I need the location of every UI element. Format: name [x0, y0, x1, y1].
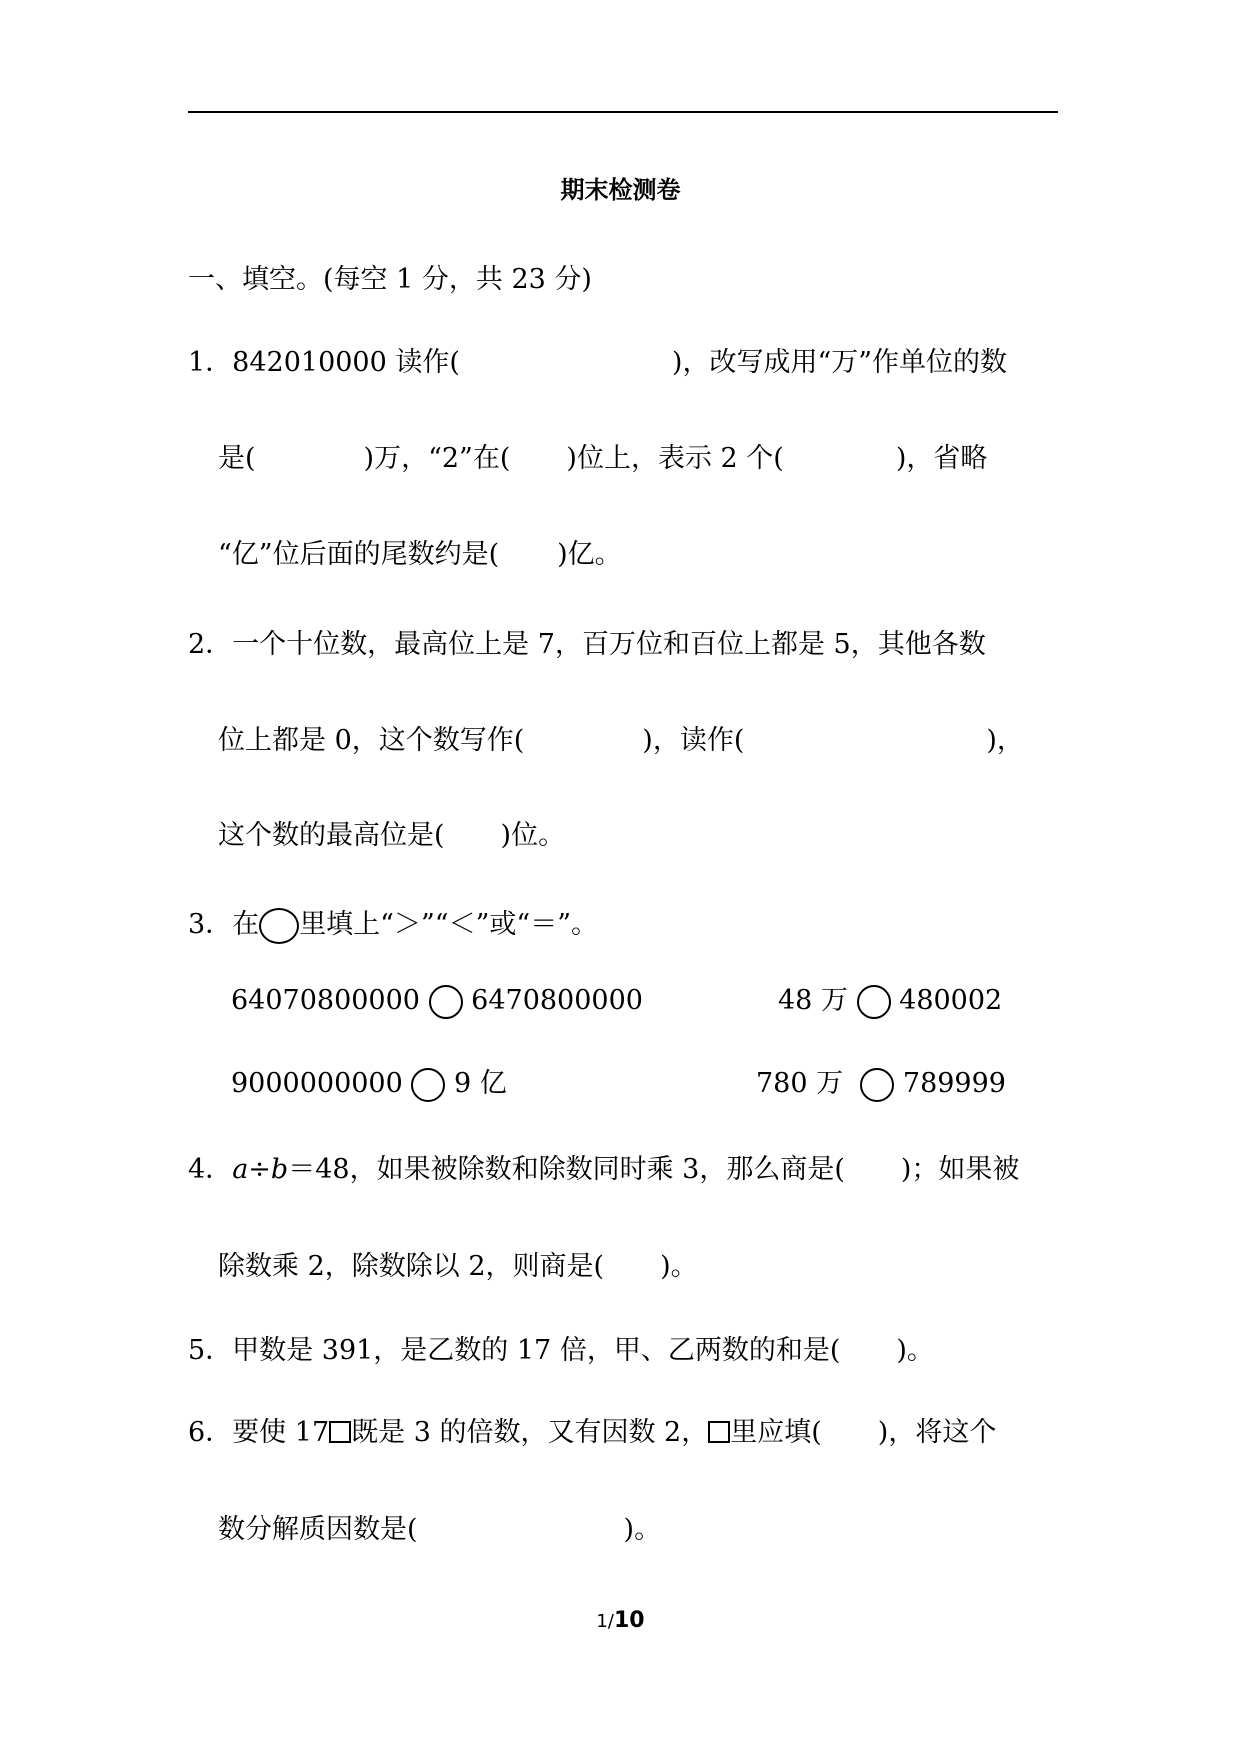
- q2-line1: 2．一个十位数，最高位上是 7，百万位和百位上都是 5，其他各数: [188, 629, 986, 660]
- q4-text: 除数乘 2，除数除以 2，则商是(: [218, 1251, 605, 1282]
- q6-text: 数分解质因数是(: [218, 1514, 418, 1545]
- q4-line2: [218, 1249, 698, 1285]
- q2-text: 位上都是 0，这个数写作(: [218, 725, 525, 756]
- q4-text: ÷: [248, 1154, 271, 1185]
- compare-value: 6470800000: [471, 985, 643, 1016]
- q4-line1: [188, 1152, 1019, 1188]
- compare-value: 64070800000: [231, 985, 420, 1016]
- q1-text: “亿”位后面的尾数约是(: [218, 539, 500, 570]
- q1-text: )位上，表示 2 个(: [566, 443, 784, 474]
- q6-text: )。: [623, 1514, 662, 1545]
- q6-text: 既是 3 的倍数，又有因数 2，: [351, 1417, 709, 1448]
- q2-text: )，读作(: [642, 725, 745, 756]
- q4-text: )。: [660, 1251, 698, 1282]
- q1-line3: [218, 537, 622, 573]
- q4-text: )；如果被: [900, 1154, 1020, 1185]
- q2-text: )位。: [500, 820, 566, 851]
- page-current: 1/: [596, 1611, 614, 1632]
- q2-text: )，: [986, 725, 1024, 756]
- compare-value: 9000000000: [231, 1068, 403, 1099]
- compare-circle[interactable]: [857, 985, 891, 1019]
- page-total: 10: [613, 1608, 645, 1633]
- q2-line2: [218, 723, 1024, 759]
- q4-var: a: [232, 1154, 249, 1185]
- compare-row2-right: [756, 1066, 1006, 1102]
- q2-text: 这个数的最高位是(: [218, 820, 445, 851]
- q4-text: ＝48，如果被除数和除数同时乘 3，那么商是(: [288, 1154, 845, 1185]
- q1-text: )亿。: [557, 539, 622, 570]
- compare-row1-right: [778, 983, 1002, 1019]
- page-number: [0, 1608, 1241, 1633]
- compare-row1-left: [231, 983, 643, 1019]
- square-box-icon: [708, 1421, 730, 1443]
- q4-text: 4．: [188, 1154, 233, 1185]
- q4-var: b: [270, 1154, 289, 1185]
- q6-text: 6．要使 17: [188, 1417, 330, 1448]
- q1-line1: [188, 345, 1007, 381]
- q6-line2: [218, 1512, 661, 1548]
- q6-text: )，将这个: [877, 1417, 997, 1448]
- q1-text: )，改写成用“万”作单位的数: [671, 347, 1008, 378]
- compare-circle[interactable]: [429, 985, 463, 1019]
- header-rule: [188, 111, 1058, 113]
- compare-value: 9 亿: [453, 1068, 507, 1099]
- circle-icon: [259, 908, 299, 944]
- q5-text: )。: [896, 1335, 934, 1366]
- square-box-icon: [329, 1421, 351, 1443]
- q5-text: 5．甲数是 391，是乙数的 17 倍，甲、乙两数的和是(: [188, 1335, 841, 1366]
- q1-text: 是(: [218, 443, 256, 474]
- page-title: 期末检测卷: [560, 175, 681, 204]
- q1-text: )，省略: [895, 443, 988, 474]
- q3-text: 3．在: [188, 909, 260, 940]
- q6-line1: [188, 1415, 996, 1451]
- compare-value: 480002: [899, 985, 1003, 1016]
- q1-line2: [218, 441, 987, 477]
- q1-text: )万，“2”在(: [363, 443, 511, 474]
- q3-line1: [188, 907, 598, 944]
- compare-circle[interactable]: [860, 1068, 894, 1102]
- q1-text: 1．842010000 读作(: [188, 347, 460, 378]
- q5-line1: [188, 1333, 934, 1369]
- compare-row2-left: [231, 1066, 507, 1102]
- q6-text: 里应填(: [730, 1417, 822, 1448]
- section-heading: 一、填空。(每空 1 分，共 23 分): [188, 264, 592, 295]
- compare-value: 789999: [902, 1068, 1006, 1099]
- q2-line3: [218, 818, 565, 854]
- compare-value: 48 万: [778, 985, 848, 1016]
- compare-circle[interactable]: [411, 1068, 445, 1102]
- compare-value: 780 万: [756, 1068, 844, 1099]
- q3-text: 里填上“＞”“＜”或“＝”。: [299, 909, 599, 940]
